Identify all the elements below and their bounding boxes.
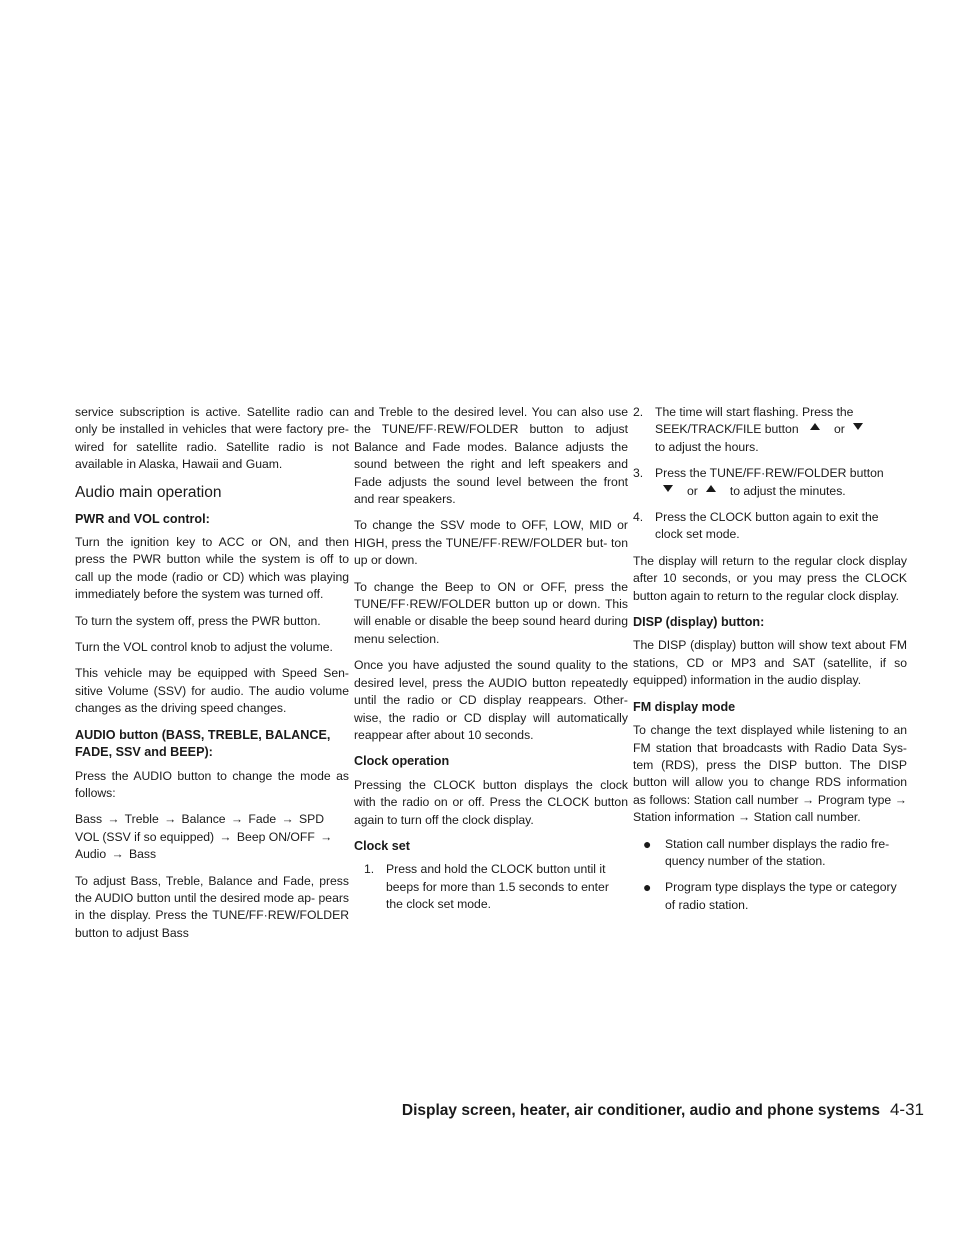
step-1 — [354, 861, 628, 913]
seq-item: Treble — [124, 812, 159, 827]
column-1 — [75, 404, 349, 951]
section-heading: Audio main operation — [75, 483, 222, 501]
paragraph: To turn the system off, press the PWR button. — [75, 613, 321, 628]
step-text: Press the TUNE/FF·REW/FOLDER button — [655, 466, 884, 481]
or-text: or — [834, 422, 845, 437]
bullet-icon: ● — [643, 879, 652, 896]
bullet-text: Station call number displays the radio fre- quency number of the station. — [665, 836, 890, 868]
or-text: or — [687, 483, 698, 498]
paragraph: The DISP (display) button will show text about FM stations, CD or MP3 and SAT (satellite, if so equipped) information in the audio display. — [633, 638, 907, 688]
paragraph: To change the SSV mode to OFF, LOW, MID or HIGH, press the TUNE/FF·REW/FOLDER but- ton up or down. — [354, 518, 628, 568]
seq-item: Audio — [75, 847, 107, 862]
list-item — [633, 879, 907, 914]
paragraph: To change the text displayed while listening to an FM station that broadcasts with Radio Data Sys- tem (RDS), press the DISP button. The DISP button will allow you to change RDS information as follows: Station call number → Program type → Station information → Station call number. — [633, 723, 907, 825]
paragraph: Turn the VOL control knob to adjust the volume. — [75, 640, 333, 655]
subheading: PWR and VOL control: — [75, 511, 210, 526]
mode-sequence — [75, 811, 349, 863]
step-text: to adjust the hours. — [655, 439, 759, 454]
step-4 — [633, 509, 907, 544]
step-text: Press the CLOCK button again to exit the clock set mode. — [655, 510, 879, 542]
arrow-icon: → — [281, 812, 294, 827]
paragraph: Turn the ignition key to ACC or ON, and then press the PWR button while the system is off to call up the mode (radio or CD) which was playing immediately before the system was turned off. — [75, 535, 349, 602]
paragraph: Pressing the CLOCK button displays the clock with the radio on or off. Press the CLOCK button again to turn off the clock display. — [354, 777, 628, 827]
page-footer — [402, 1100, 924, 1120]
tune-up-icon — [706, 485, 716, 492]
arrow-icon: → — [107, 812, 120, 827]
step-2 — [633, 404, 907, 456]
seq-item: Bass — [128, 847, 157, 862]
arrow-icon: → — [219, 829, 232, 844]
seek-down-icon — [853, 423, 863, 430]
subheading: Clock operation — [354, 754, 450, 769]
step-text: to adjust the minutes. — [729, 483, 846, 498]
arrow-icon: → — [320, 829, 333, 844]
paragraph: To adjust Bass, Treble, Balance and Fade, press the AUDIO button until the desired mode ap- pears in the display. Press the TUNE/FF·REW/FOLDER button to adjust Bass — [75, 873, 349, 940]
step-number: 4. — [633, 510, 644, 525]
arrow-icon: → — [164, 812, 177, 827]
arrow-icon: → — [230, 812, 244, 827]
step-3 — [633, 465, 907, 500]
seq-item: SPD VOL — [75, 812, 324, 844]
seq-item: Beep ON/OFF — [236, 829, 315, 844]
paragraph: To change the Beep to ON or OFF, press the TUNE/FF·REW/FOLDER button up or down. This will enable or disable the beep sound heard during menu selection. — [354, 579, 628, 646]
page-number: 4-31 — [889, 1100, 924, 1119]
paragraph: This vehicle may be equipped with Speed Sen- sitive Volume (SSV) for audio. The audio volume changes as the driving speed changes. — [75, 666, 349, 716]
arrow-icon: → — [111, 847, 124, 862]
paragraph: Once you have adjusted the sound quality to the desired level, press the AUDIO button repeatedly until the radio or CD display reappears. Other- wise, the radio or CD display will automatically reappear after about 10 seconds. — [354, 658, 628, 742]
subheading: FM display mode — [633, 699, 736, 714]
seq-item: Fade — [248, 812, 277, 827]
subheading: DISP (display) button: — [633, 615, 765, 630]
subheading: AUDIO button (BASS, TREBLE, BALANCE, FADE, SSV and BEEP): — [75, 727, 331, 760]
step-number: 3. — [633, 466, 644, 481]
paragraph: and Treble to the desired level. You can also use the TUNE/FF·REW/FOLDER button to adjust Balance and Fade modes. Balance adjusts the sound between the right and left speakers and Fade adjusts the sound level between the front and rear speakers. — [354, 405, 628, 507]
step-number: 2. — [633, 405, 644, 419]
bullet-text: Program type displays the type or category of radio station. — [665, 880, 897, 912]
seek-up-icon — [810, 423, 820, 430]
paragraph: The display will return to the regular clock display after 10 seconds, or you may press the CLOCK button again to return to the regular clock display. — [633, 553, 907, 603]
bullet-icon: ● — [643, 835, 652, 852]
list-item — [633, 836, 907, 871]
subheading: Clock set — [354, 838, 410, 853]
seq-item: Balance — [181, 812, 226, 827]
step-number: 1. — [364, 862, 375, 877]
footer-title: Display screen, heater, air conditioner, audio and phone systems — [401, 1102, 880, 1119]
column-3 — [633, 404, 907, 923]
seq-item: (SSV if so equipped) — [102, 829, 215, 844]
column-2 — [354, 404, 628, 923]
step-text: The time will start flashing. Press the SEEK/TRACK/FILE button — [655, 405, 854, 437]
paragraph: service subscription is active. Satellite radio can only be installed in vehicles that were factory pre-wired for satellite radio. Satellite radio is not available in Alaska, Hawaii and Guam. — [75, 405, 349, 472]
paragraph: Press the AUDIO button to change the mode as follows: — [75, 768, 349, 800]
tune-down-icon — [663, 485, 673, 492]
seq-item: Bass — [75, 812, 103, 827]
step-text: Press and hold the CLOCK button until it beeps for more than 1.5 seconds to enter the clock set mode. — [386, 862, 609, 912]
